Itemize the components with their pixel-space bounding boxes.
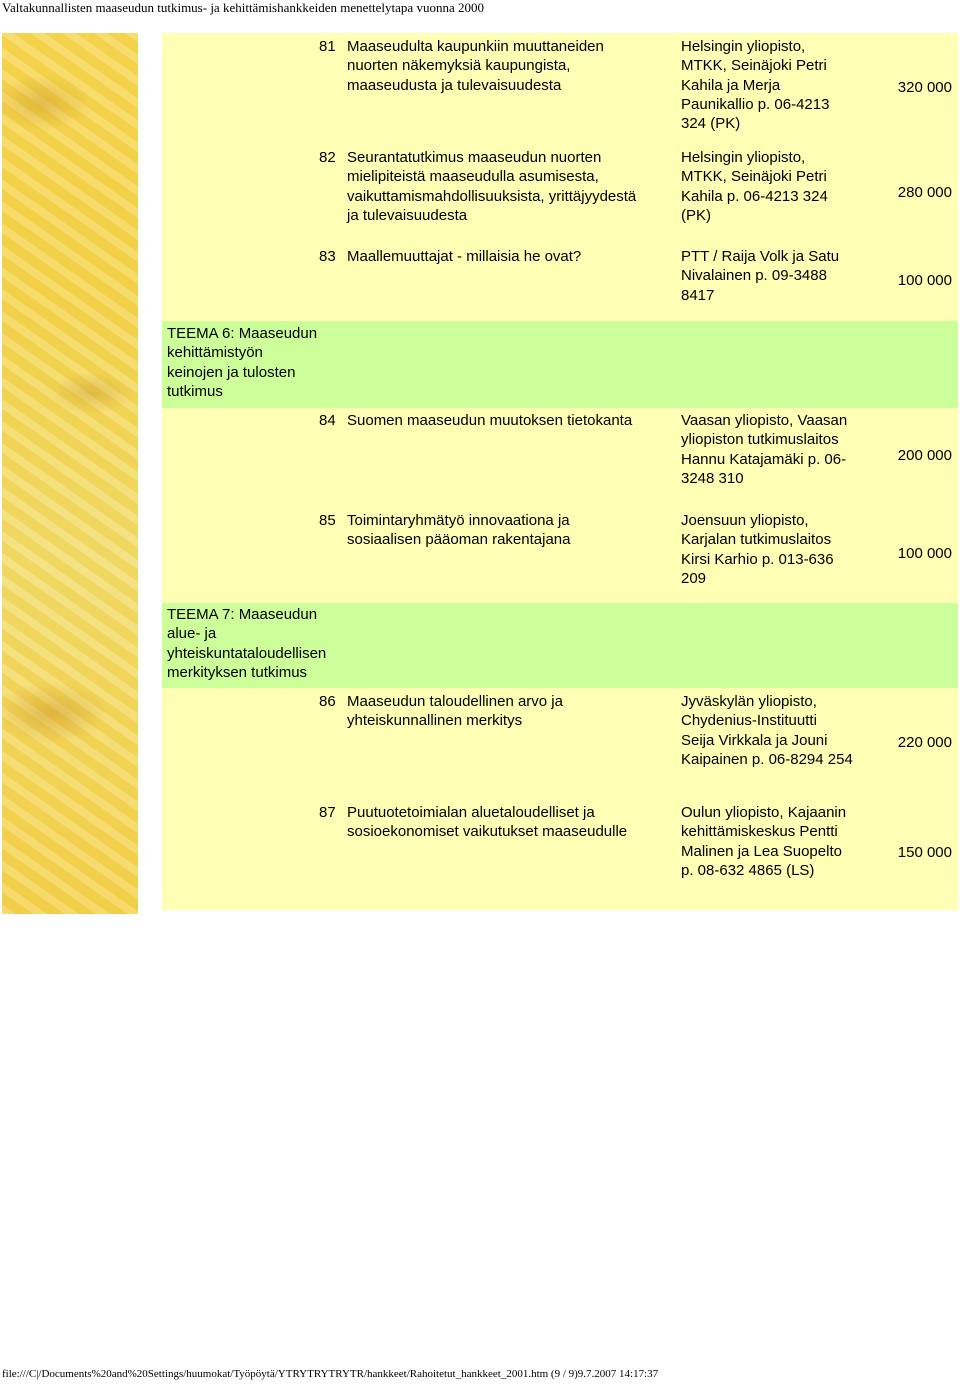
theme-label-line: TEEMA 6: Maaseudun [167,325,318,342]
theme-label-line: alue- ja [167,625,217,643]
project-organization [681,692,859,769]
project-amount: 320 000 [897,79,952,96]
project-organization [681,247,859,305]
org-line: yliopiston tutkimuslaitos [681,431,839,449]
project-number: 84 [319,412,336,429]
org-line: Kahila p. 06-4213 324 [681,187,828,205]
project-title-line: Puutuotetoimialan aluetaloudelliset ja [347,804,595,821]
project-title [347,247,667,266]
project-amount: 100 000 [897,272,952,289]
org-line: Joensuun yliopisto, [681,512,809,529]
project-title-line: nuorten näkemyksiä kaupungista, [347,57,571,75]
project-organization [681,511,859,588]
org-line: Paunikallio p. 06-4213 [681,95,830,113]
org-line: Malinen ja Lea Suopelto [681,842,842,860]
project-number: 86 [319,693,336,710]
project-number: 85 [319,512,336,529]
project-number: 82 [319,149,336,166]
project-title [347,37,667,95]
org-line: Kaipainen p. 06-8294 254 [681,750,853,768]
org-line: Oulun yliopisto, Kajaanin [681,804,847,821]
theme-label [167,324,317,401]
org-line: Hannu Katajamäki p. 06- [681,450,847,468]
org-line: Karjalan tutkimuslaitos [681,531,832,549]
org-line: Jyväskylän yliopisto, [681,693,817,710]
project-title-line: Maaseudun taloudellinen arvo ja [347,693,563,710]
decorative-field-image [2,33,138,914]
org-line: 324 (PK) [681,115,741,133]
org-line: 209 [681,569,707,587]
project-title-line: sosiaalisen pääoman rakentajana [347,531,571,549]
project-number: 83 [319,248,336,265]
project-amount: 100 000 [897,545,952,562]
project-amount: 280 000 [897,184,952,201]
project-title-line: maaseudusta ja tulevaisuudesta [347,76,562,94]
theme-label-line: kehittämistyön [167,344,263,362]
project-title-line: vaikuttamismahdollisuuksista, yrittäjyydestä [347,187,637,205]
project-organization [681,411,859,488]
org-line: Helsingin yliopisto, [681,149,806,166]
org-line: Seija Virkkala ja Jouni [681,731,828,749]
project-title-line: Maallemuuttajat - millaisia he ovat? [347,248,582,265]
project-title [347,692,667,731]
project-title-line: Toimintaryhmätyö innovaationa ja [347,512,570,529]
theme-label-line: merkityksen tutkimus [167,663,308,681]
org-line: MTKK, Seinäjoki Petri [681,168,827,186]
project-title [347,803,667,842]
org-line: 3248 310 [681,469,744,487]
project-amount: 220 000 [897,734,952,751]
org-line: Kirsi Karhio p. 013-636 [681,550,834,568]
project-amount: 150 000 [897,844,952,861]
project-title-line: Maaseudulta kaupunkiin muuttaneiden [347,38,604,55]
project-title-line: Seurantatutkimus maaseudun nuorten [347,149,602,166]
project-organization [681,148,859,225]
page-footer-path: file:///C|/Documents%20and%20Settings/huumokat/Työpöytä/YTRYTRYTRYTR/hankkeet/Rahoitetut_hankkeet_2001.htm (9 / 9)9.7.2007 14:17:37 [2,1368,659,1380]
org-line: p. 08-632 4865 (LS) [681,861,815,879]
project-title-line: yhteiskunnallinen merkitys [347,712,523,730]
project-organization [681,803,859,880]
org-line: kehittämiskeskus Pentti [681,823,838,841]
theme-label [167,605,326,682]
org-line: PTT / Raija Volk ja Satu [681,248,840,265]
org-line: 8417 [681,286,715,304]
project-title [347,511,667,550]
org-line: Vaasan yliopisto, Vaasan [681,412,848,429]
org-line: (PK) [681,206,711,224]
project-title [347,411,667,430]
org-line: Nivalainen p. 09-3488 [681,267,827,285]
org-line: Chydenius-Instituutti [681,712,817,730]
page-header: Valtakunnallisten maaseudun tutkimus- ja kehittämishankkeiden menettelytapa vuonna 2000 [2,0,484,15]
theme-label-line: tutkimus [167,382,223,400]
theme-label-line: keinojen ja tulosten [167,363,296,381]
org-line: Helsingin yliopisto, [681,38,806,55]
project-number: 81 [319,38,336,55]
project-organization [681,37,859,133]
project-amount: 200 000 [897,447,952,464]
org-line: MTKK, Seinäjoki Petri [681,57,827,75]
project-title-line: sosioekonomiset vaikutukset maaseudulle [347,823,628,841]
org-line: Kahila ja Merja [681,76,781,94]
theme-label-line: yhteiskuntataloudellisen [167,644,327,662]
project-title-line: mielipiteistä maaseudulla asumisesta, [347,168,599,186]
project-number: 87 [319,804,336,821]
theme-label-line: TEEMA 7: Maaseudun [167,606,318,623]
project-title [347,148,667,225]
project-title-line: Suomen maaseudun muutoksen tietokanta [347,412,633,429]
project-title-line: ja tulevaisuudesta [347,206,468,224]
